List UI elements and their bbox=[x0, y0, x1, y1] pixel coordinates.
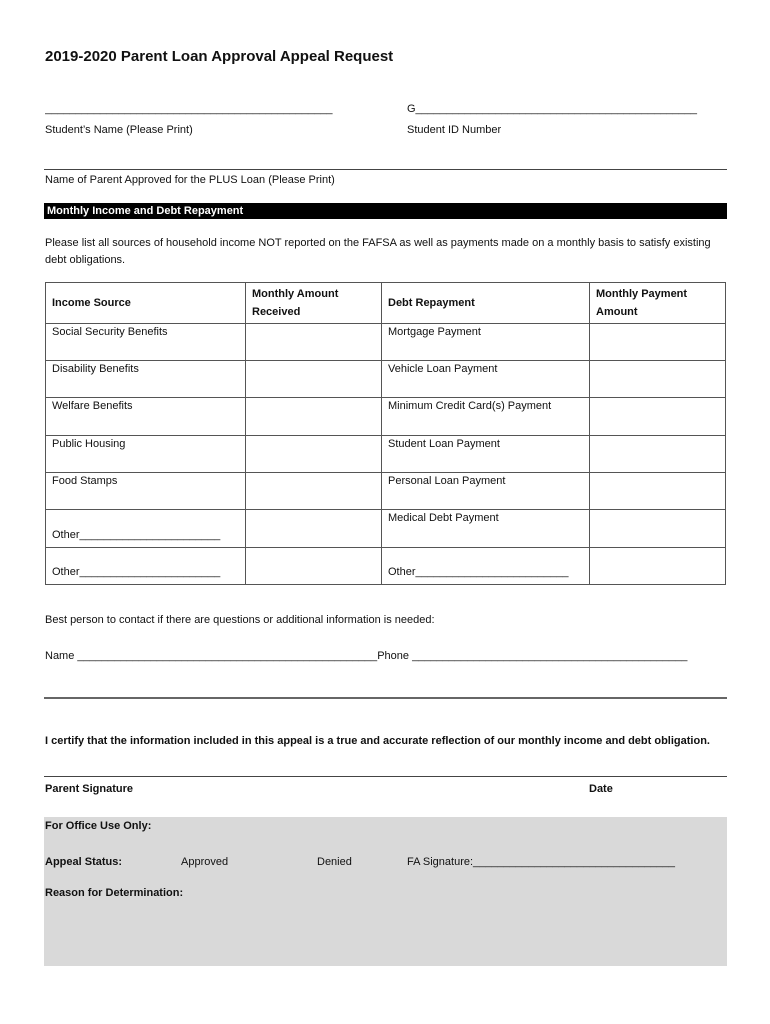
debt-repayment-cell: Minimum Credit Card(s) Payment bbox=[382, 398, 590, 436]
income-debt-table bbox=[45, 282, 726, 585]
debt-repayment-cell: Personal Loan Payment bbox=[382, 473, 590, 510]
income-amount-cell[interactable] bbox=[246, 548, 382, 585]
debt-repayment-cell: Student Loan Payment bbox=[382, 436, 590, 473]
page-title: 2019-2020 Parent Loan Approval Appeal Request bbox=[45, 48, 394, 65]
table-row bbox=[46, 510, 726, 548]
debt-repayment-other-cell[interactable]: Other_________________________ bbox=[382, 548, 590, 585]
section-header: Monthly Income and Debt Repayment bbox=[44, 203, 727, 219]
contact-prompt: Best person to contact if there are questions or additional information is needed: bbox=[45, 614, 435, 626]
debt-amount-cell[interactable] bbox=[590, 510, 726, 548]
income-amount-cell[interactable] bbox=[246, 510, 382, 548]
table-row bbox=[46, 361, 726, 398]
fa-signature-field[interactable]: _________________________________ bbox=[473, 856, 675, 868]
income-source-cell: Food Stamps bbox=[46, 473, 246, 510]
parent-signature-label: Parent Signature bbox=[45, 783, 134, 795]
certification-statement: I certify that the information included in this appeal is a true and accurate reflection of our monthly income and debt obligation. bbox=[45, 735, 710, 747]
debt-amount-cell[interactable] bbox=[590, 436, 726, 473]
income-amount-cell[interactable] bbox=[246, 436, 382, 473]
contact-row bbox=[45, 650, 687, 662]
contact-phone-field[interactable]: _____________________________________________ bbox=[412, 650, 688, 662]
student-name-label: Student’s Name (Please Print) bbox=[45, 124, 193, 136]
income-source-other-cell[interactable]: Other_______________________ bbox=[46, 510, 246, 548]
denied-option[interactable]: Denied bbox=[317, 856, 352, 868]
income-source-cell: Welfare Benefits bbox=[46, 398, 246, 436]
table-row bbox=[46, 473, 726, 510]
debt-amount-cell[interactable] bbox=[590, 473, 726, 510]
appeal-status-label: Appeal Status: bbox=[45, 856, 123, 868]
contact-name-label: Name bbox=[45, 650, 75, 662]
income-source-cell: Disability Benefits bbox=[46, 361, 246, 398]
instructions-text: Please list all sources of household income NOT reported on the FAFSA as well as payments made on a monthly basis to satisfy existing debt obligations. bbox=[45, 237, 711, 266]
office-use-heading: For Office Use Only: bbox=[45, 820, 152, 832]
table-row bbox=[46, 436, 726, 473]
table-row bbox=[46, 324, 726, 361]
header-monthly-payment: Monthly Payment Amount bbox=[590, 283, 726, 324]
debt-repayment-cell: Mortgage Payment bbox=[382, 324, 590, 361]
student-id-field[interactable]: G______________________________________________ bbox=[407, 103, 697, 115]
header-monthly-amount: Monthly Amount Received bbox=[246, 283, 382, 324]
debt-amount-cell[interactable] bbox=[590, 398, 726, 436]
income-amount-cell[interactable] bbox=[246, 361, 382, 398]
parent-name-line[interactable] bbox=[44, 169, 727, 170]
divider bbox=[44, 697, 727, 699]
approved-option[interactable]: Approved bbox=[181, 856, 229, 868]
income-source-other-cell[interactable]: Other_______________________ bbox=[46, 548, 246, 585]
date-label: Date bbox=[589, 783, 613, 795]
debt-repayment-cell: Medical Debt Payment bbox=[382, 510, 590, 548]
fa-signature-label: FA Signature: bbox=[407, 856, 474, 868]
debt-amount-cell[interactable] bbox=[590, 361, 726, 398]
debt-amount-cell[interactable] bbox=[590, 324, 726, 361]
income-amount-cell[interactable] bbox=[246, 324, 382, 361]
table-row bbox=[46, 398, 726, 436]
reason-label: Reason for Determination: bbox=[45, 887, 184, 899]
fa-signature-row bbox=[407, 856, 675, 868]
debt-amount-cell[interactable] bbox=[590, 548, 726, 585]
student-id-label: Student ID Number bbox=[407, 124, 502, 136]
signature-line[interactable] bbox=[44, 776, 727, 777]
student-name-field[interactable]: _______________________________________________ bbox=[45, 103, 333, 115]
contact-name-field[interactable]: _________________________________________________ bbox=[77, 650, 378, 662]
contact-phone-label: Phone bbox=[377, 650, 409, 662]
income-amount-cell[interactable] bbox=[246, 398, 382, 436]
parent-name-label: Name of Parent Approved for the PLUS Loan (Please Print) bbox=[45, 174, 335, 186]
header-debt-repayment: Debt Repayment bbox=[382, 283, 590, 324]
income-amount-cell[interactable] bbox=[246, 473, 382, 510]
income-source-cell: Public Housing bbox=[46, 436, 246, 473]
table-row bbox=[46, 548, 726, 585]
header-income-source: Income Source bbox=[46, 283, 246, 324]
income-source-cell: Social Security Benefits bbox=[46, 324, 246, 361]
debt-repayment-cell: Vehicle Loan Payment bbox=[382, 361, 590, 398]
